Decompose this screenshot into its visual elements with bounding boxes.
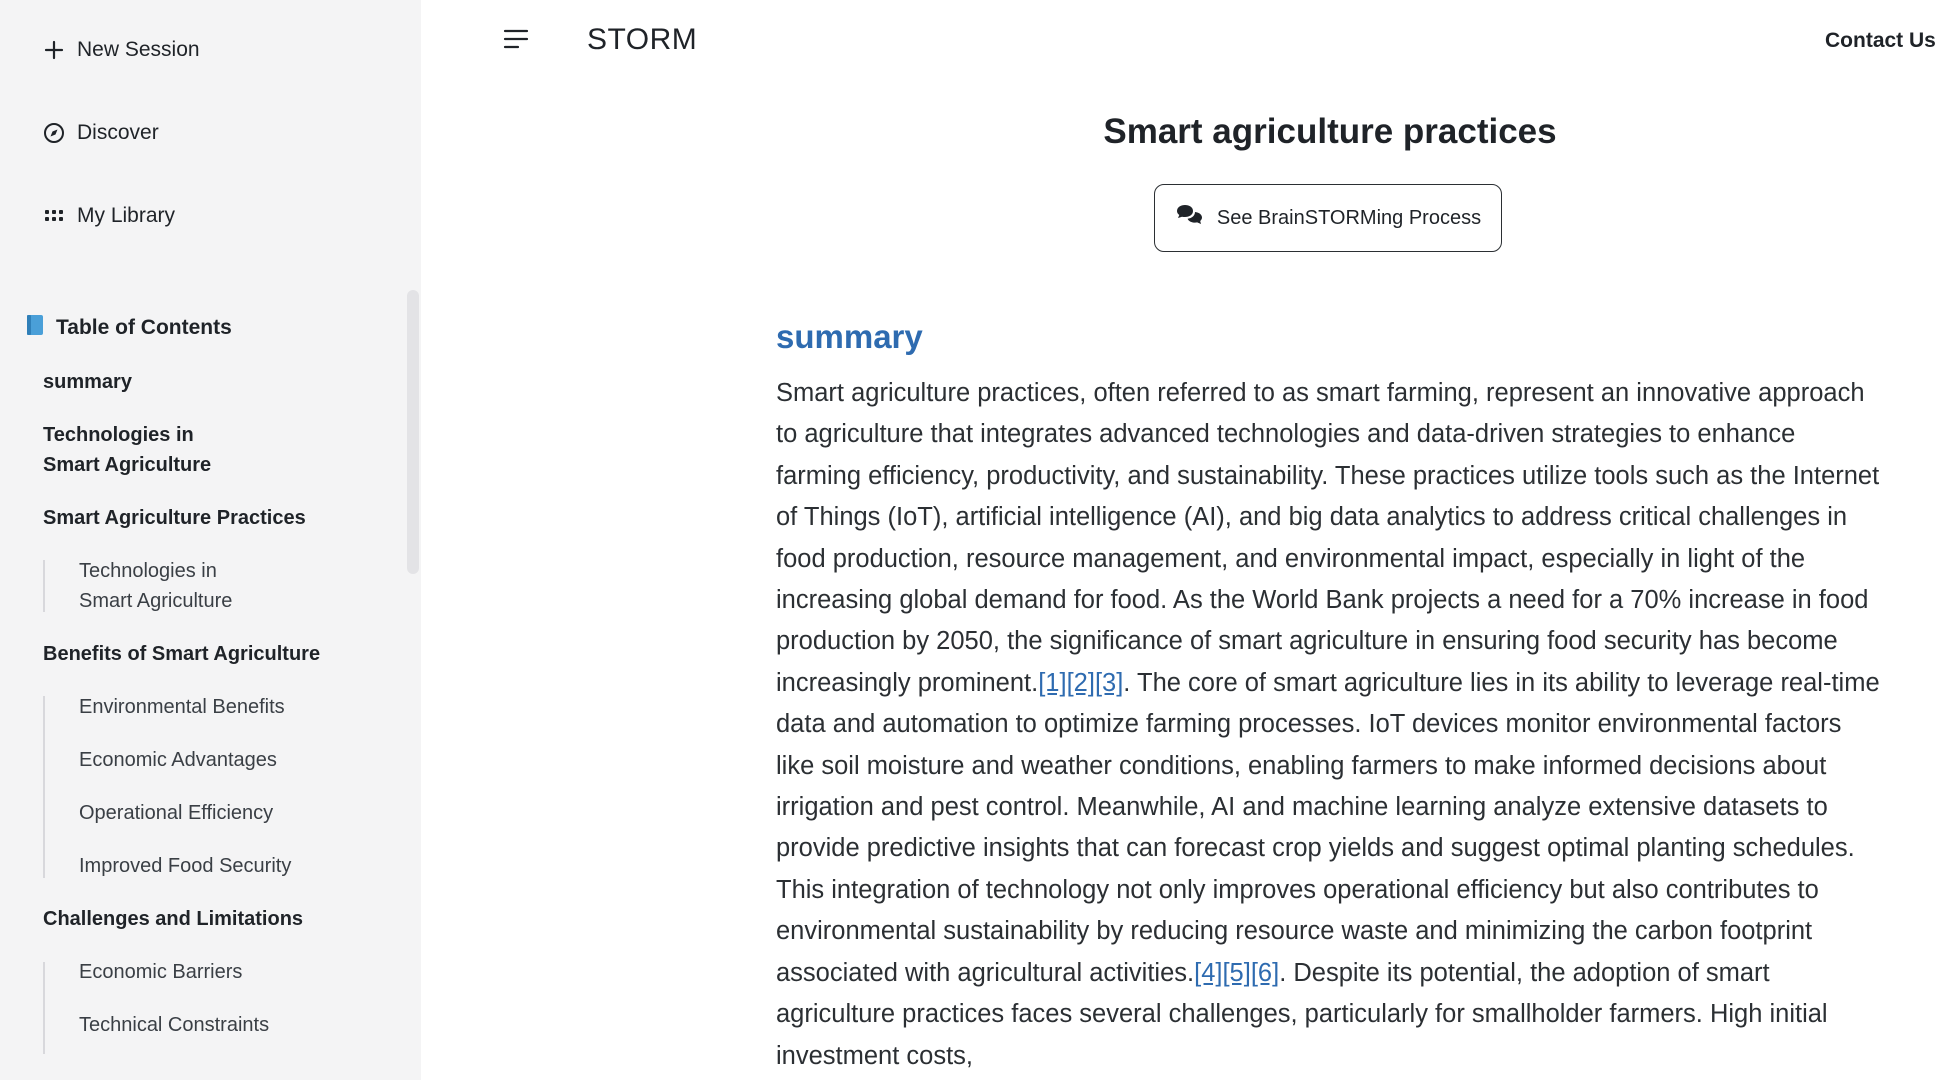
toc-rail bbox=[43, 962, 45, 1054]
page-title: Smart agriculture practices bbox=[1103, 112, 1557, 151]
citation-link[interactable]: [6] bbox=[1250, 958, 1280, 987]
my-library-button[interactable] bbox=[43, 204, 175, 228]
new-session-button[interactable] bbox=[43, 38, 200, 62]
paragraph-text: . The core of smart agriculture lies in its ability to leverage real-time data and automation to optimize farming processes. IoT devices monitor environmental factors like soil moisture and weather conditions, enabling farmers to make informed decisions about irrigation and pest control. Meanwhile, AI and machine learning analyze extensive datasets to provide predictive insights that can forecast crop yields and suggest optimal planting schedules. This integration of technology not only improves operational efficiency but also contributes to environmental sustainability by reducing resource waste and minimizing the carbon footprint associated with agricultural activities. bbox=[776, 668, 1880, 987]
discover-button[interactable] bbox=[43, 121, 159, 145]
toc-item-technical-constraints[interactable]: Technical Constraints bbox=[79, 1014, 270, 1036]
new-session-label: New Session bbox=[77, 38, 200, 61]
sidebar bbox=[0, 0, 421, 1080]
sidebar-scrollbar[interactable] bbox=[407, 290, 419, 574]
citation-link[interactable]: [3] bbox=[1094, 668, 1124, 697]
see-brainstorming-process-label: See BrainSTORMing Process bbox=[1216, 206, 1482, 229]
menu-toggle-button[interactable] bbox=[503, 28, 533, 54]
toc-item-practices[interactable]: Smart Agriculture Practices bbox=[43, 507, 306, 529]
citation-link[interactable]: [2] bbox=[1066, 668, 1095, 697]
citation-link[interactable]: [4] bbox=[1194, 958, 1223, 987]
grid-icon bbox=[43, 205, 65, 227]
citation-link[interactable]: [5] bbox=[1222, 958, 1251, 987]
brand-logo[interactable]: STORM bbox=[587, 23, 698, 56]
toc-item-food-security[interactable]: Improved Food Security bbox=[79, 855, 292, 877]
paragraph-text: . Despite its potential, the adoption of smart agriculture practices faces several challenges, particularly for smallholder farmers. High initial investment costs, bbox=[776, 958, 1828, 1070]
contact-us-link[interactable]: Contact Us bbox=[1825, 29, 1936, 52]
article-paragraph bbox=[776, 373, 1886, 1077]
toc-item-economic-barriers[interactable]: Economic Barriers bbox=[79, 961, 243, 983]
menu-icon bbox=[503, 28, 529, 50]
toc-item-challenges[interactable]: Challenges and Limitations bbox=[43, 908, 304, 930]
see-brainstorming-process-button[interactable] bbox=[1154, 184, 1502, 252]
paragraph-text: Smart agriculture practices, often referred to as smart farming, represent an innovative approach to agriculture that integrates advanced technologies and data-driven strategies to enhance farming efficiency, productivity, and sustainability. These practices utilize tools such as the Internet of Things (IoT), artificial intelligence (AI), and big data analytics to address critical challenges in food production, resource management, and environmental impact, especially in light of the increasing global demand for food. As the World Bank projects a need for a 70% increase in food production by 2050, the significance of smart agriculture in ensuring food security has become increasingly prominent. bbox=[776, 379, 1880, 697]
toc-header bbox=[26, 314, 232, 342]
toc-item-practices-technologies[interactable]: Technologies in Smart Agriculture bbox=[79, 560, 233, 612]
discover-label: Discover bbox=[77, 121, 159, 144]
section-title-summary: summary bbox=[776, 318, 923, 355]
toc-item-environmental-benefits[interactable]: Environmental Benefits bbox=[79, 696, 285, 718]
toc-rail bbox=[43, 696, 45, 878]
plus-icon bbox=[43, 39, 65, 61]
toc-title: Table of Contents bbox=[56, 316, 232, 339]
toc-item-summary[interactable]: summary bbox=[43, 371, 132, 393]
toc-item-operational-efficiency[interactable]: Operational Efficiency bbox=[79, 802, 274, 824]
citation-link[interactable]: [1] bbox=[1038, 668, 1067, 697]
chat-bubbles-icon bbox=[1175, 203, 1205, 233]
toc-item-economic-advantages[interactable]: Economic Advantages bbox=[79, 749, 277, 771]
top-bar bbox=[421, 0, 1936, 86]
toc-item-benefits[interactable]: Benefits of Smart Agriculture bbox=[43, 643, 321, 665]
toc-rail bbox=[43, 560, 45, 612]
compass-icon bbox=[43, 122, 65, 144]
my-library-label: My Library bbox=[77, 204, 176, 227]
toc-item-technologies[interactable]: Technologies in Smart Agriculture bbox=[43, 424, 212, 476]
book-icon bbox=[26, 314, 44, 342]
